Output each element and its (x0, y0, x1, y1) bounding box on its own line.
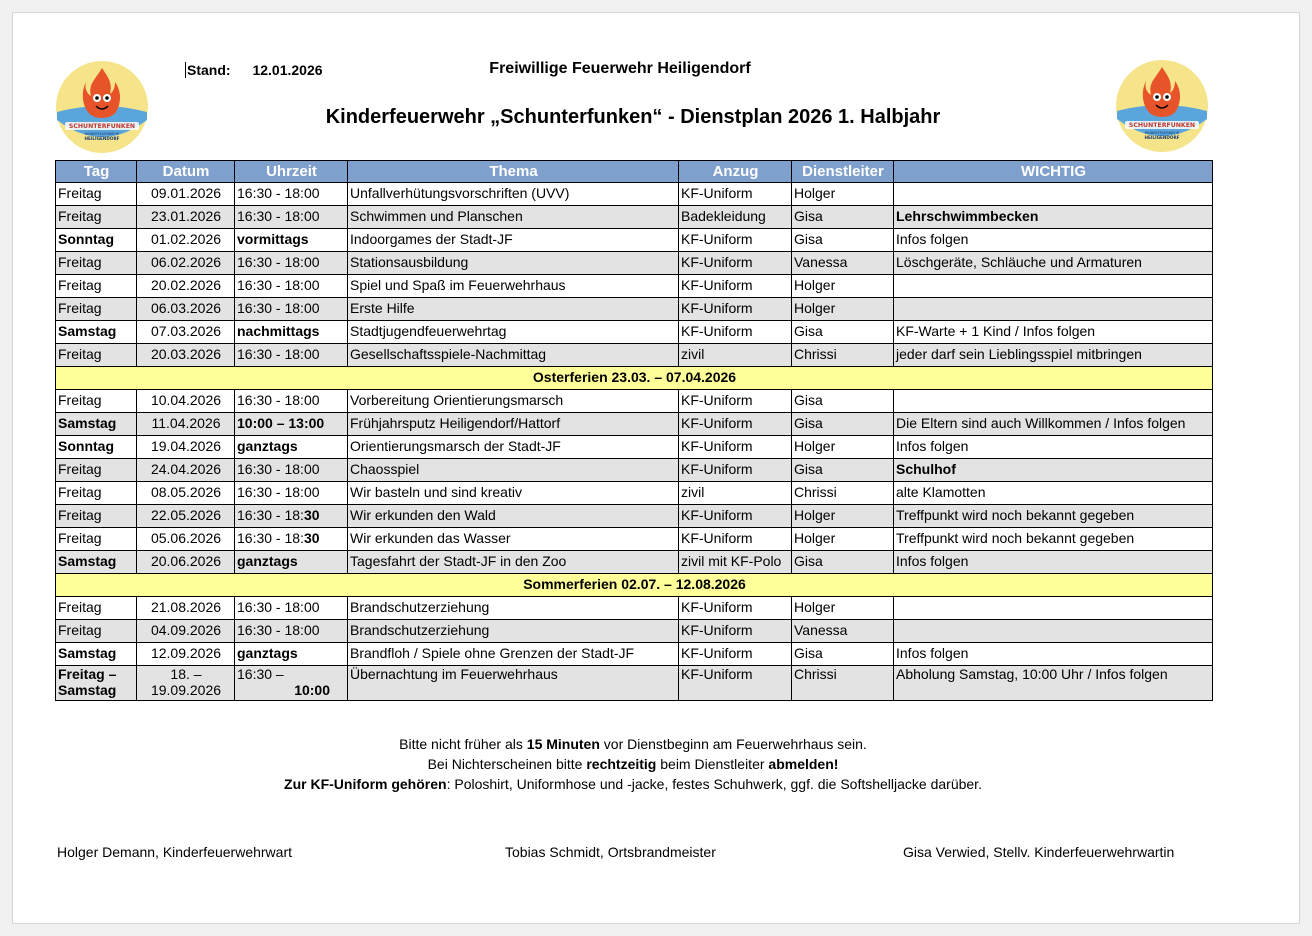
cell-uhrzeit: 16:30 - 18:00 (235, 459, 348, 482)
note-text-bold: 15 Minuten (526, 736, 600, 752)
cell-thema: Brandschutzerziehung (348, 620, 679, 643)
cell-thema: Erste Hilfe (348, 298, 679, 321)
cell-tag: Freitag (56, 298, 137, 321)
table-row (56, 643, 1213, 666)
table-row (56, 252, 1213, 275)
cell-wichtig: Löschgeräte, Schläuche und Armaturen (894, 252, 1213, 275)
cell-thema: Schwimmen und Planschen (348, 206, 679, 229)
note-text: Bitte nicht früher als (399, 736, 527, 752)
document-page (12, 12, 1300, 924)
cell-anzug: KF-Uniform (679, 275, 792, 298)
cell-tag: Freitag (56, 597, 137, 620)
cell-leiter: Holger (792, 183, 894, 206)
cell-wichtig (894, 597, 1213, 620)
cell-uhrzeit: 16:30 - 18:00 (235, 298, 348, 321)
uhrzeit-part-bold: 30 (303, 530, 320, 546)
note-text-bold: Zur KF-Uniform gehören (284, 776, 447, 792)
cell-thema: Gesellschaftsspiele-Nachmittag (348, 344, 679, 367)
cell-wichtig: Treffpunkt wird noch bekannt gegeben (894, 528, 1213, 551)
cell-tag: Sonntag (56, 229, 137, 252)
organization-title: Freiwillige Feuerwehr Heiligendorf (489, 60, 751, 77)
table-row (56, 482, 1213, 505)
cell-datum: 05.06.2026 (137, 528, 235, 551)
table-row (56, 666, 1213, 701)
note-text: vor Dienstbeginn am Feuerwehrhaus sein. (599, 736, 867, 752)
note-line (13, 774, 1253, 794)
uhrzeit-part: 16:30 - 18: (237, 507, 304, 523)
cell-thema: Brandschutzerziehung (348, 597, 679, 620)
table-row (56, 206, 1213, 229)
cell-leiter: Vanessa (792, 252, 894, 275)
cell-thema: Vorbereitung Orientierungsmarsch (348, 390, 679, 413)
cell-anzug: zivil (679, 482, 792, 505)
cell-tag: Samstag (56, 413, 137, 436)
cell-uhrzeit: 16:30 - 18:00 (235, 206, 348, 229)
cell-thema: Übernachtung im Feuerwehrhaus (348, 666, 679, 701)
cell-wichtig: Infos folgen (894, 643, 1213, 666)
cell-leiter: Gisa (792, 229, 894, 252)
cell-leiter: Gisa (792, 551, 894, 574)
cell-wichtig (894, 298, 1213, 321)
cell-wichtig: jeder darf sein Lieblingsspiel mitbringen (894, 344, 1213, 367)
cell-tag: Freitag (56, 275, 137, 298)
cell-anzug: KF-Uniform (679, 183, 792, 206)
cell-leiter: Gisa (792, 206, 894, 229)
cell-anzug: KF-Uniform (679, 643, 792, 666)
uhrzeit-line-bold: 10:00 (294, 682, 330, 698)
cell-tag: Samstag (56, 551, 137, 574)
cell-datum: 11.04.2026 (137, 413, 235, 436)
cell-thema: Spiel und Spaß im Feuerwehrhaus (348, 275, 679, 298)
column-header: WICHTIG (894, 161, 1213, 183)
datum-line: 18. – (170, 666, 202, 682)
cell-uhrzeit: vormittags (235, 229, 348, 252)
uhrzeit-part: 16:30 - 18: (237, 530, 304, 546)
holiday-row (56, 574, 1213, 597)
cell-tag: Samstag (56, 643, 137, 666)
cell-wichtig: Die Eltern sind auch Willkommen / Infos folgen (894, 413, 1213, 436)
cell-uhrzeit (235, 666, 348, 701)
cell-tag: Freitag (56, 620, 137, 643)
cell-tag: Sonntag (56, 436, 137, 459)
svg-text:KINDERFEUERWEHR: KINDERFEUERWEHR (1144, 131, 1180, 135)
cell-datum: 06.03.2026 (137, 298, 235, 321)
cell-tag: Freitag (56, 459, 137, 482)
cell-anzug: KF-Uniform (679, 459, 792, 482)
cell-uhrzeit: nachmittags (235, 321, 348, 344)
cell-wichtig: alte Klamotten (894, 482, 1213, 505)
cell-tag: Freitag (56, 528, 137, 551)
cell-datum: 21.08.2026 (137, 597, 235, 620)
cell-anzug: KF-Uniform (679, 597, 792, 620)
stand-date: 12.01.2026 (252, 62, 323, 78)
table-row (56, 620, 1213, 643)
cell-wichtig (894, 390, 1213, 413)
cell-datum (137, 666, 235, 701)
cell-anzug: KF-Uniform (679, 666, 792, 701)
table-row (56, 459, 1213, 482)
note-text: beim Dienstleiter (656, 756, 769, 772)
cell-wichtig: Infos folgen (894, 436, 1213, 459)
cell-datum: 24.04.2026 (137, 459, 235, 482)
cell-uhrzeit: 16:30 - 18:00 (235, 183, 348, 206)
stand-line (185, 62, 323, 78)
cell-datum: 09.01.2026 (137, 183, 235, 206)
column-header: Tag (56, 161, 137, 183)
cell-anzug: KF-Uniform (679, 528, 792, 551)
holiday-label: Sommerferien 02.07. – 12.08.2026 (56, 574, 1213, 597)
schunterfunken-logo-icon (55, 60, 149, 154)
cell-datum: 12.09.2026 (137, 643, 235, 666)
cell-anzug: KF-Uniform (679, 229, 792, 252)
cell-datum: 06.02.2026 (137, 252, 235, 275)
column-header: Dienstleiter (792, 161, 894, 183)
stand-label: Stand: (187, 62, 231, 78)
logo-right (1115, 59, 1209, 153)
cell-leiter: Holger (792, 298, 894, 321)
cell-uhrzeit: 16:30 - 18:00 (235, 275, 348, 298)
cell-anzug: KF-Uniform (679, 390, 792, 413)
cell-thema: Chaosspiel (348, 459, 679, 482)
cell-anzug: KF-Uniform (679, 298, 792, 321)
cell-leiter: Holger (792, 528, 894, 551)
datum-line: 19.09.2026 (150, 682, 222, 698)
cell-datum: 20.06.2026 (137, 551, 235, 574)
cell-wichtig: Schulhof (894, 459, 1213, 482)
cell-anzug: KF-Uniform (679, 413, 792, 436)
cell-tag: Freitag (56, 390, 137, 413)
column-header: Uhrzeit (235, 161, 348, 183)
svg-text:SCHUNTERFUNKEN: SCHUNTERFUNKEN (1128, 122, 1196, 129)
tag-line: Freitag – (58, 666, 117, 682)
holiday-label: Osterferien 23.03. – 07.04.2026 (56, 367, 1213, 390)
cell-datum: 10.04.2026 (137, 390, 235, 413)
table-row (56, 505, 1213, 528)
svg-text:SCHUNTERFUNKEN: SCHUNTERFUNKEN (68, 123, 136, 130)
table-row (56, 528, 1213, 551)
cell-leiter: Holger (792, 505, 894, 528)
cell-uhrzeit (235, 505, 348, 528)
cell-thema: Tagesfahrt der Stadt-JF in den Zoo (348, 551, 679, 574)
cell-anzug: zivil (679, 344, 792, 367)
cell-uhrzeit: ganztags (235, 551, 348, 574)
cell-uhrzeit: 10:00 – 13:00 (235, 413, 348, 436)
table-row (56, 275, 1213, 298)
cell-leiter: Chrissi (792, 344, 894, 367)
cell-anzug: KF-Uniform (679, 620, 792, 643)
cell-leiter: Gisa (792, 643, 894, 666)
cell-datum: 19.04.2026 (137, 436, 235, 459)
signature-center: Tobias Schmidt, Ortsbrandmeister (505, 844, 716, 860)
cell-wichtig (894, 183, 1213, 206)
uhrzeit-part-bold: 30 (303, 507, 320, 523)
duty-schedule-table (55, 160, 1213, 701)
table-row (56, 321, 1213, 344)
cell-thema: Stationsausbildung (348, 252, 679, 275)
table-row (56, 597, 1213, 620)
cell-thema: Indoorgames der Stadt-JF (348, 229, 679, 252)
cell-leiter: Chrissi (792, 666, 894, 701)
cell-uhrzeit (235, 528, 348, 551)
schunterfunken-logo-icon (1115, 59, 1209, 153)
cell-anzug: KF-Uniform (679, 321, 792, 344)
cell-datum: 20.03.2026 (137, 344, 235, 367)
notes-block (13, 734, 1253, 794)
cell-leiter: Vanessa (792, 620, 894, 643)
cell-uhrzeit: ganztags (235, 436, 348, 459)
cell-tag (56, 666, 137, 701)
cell-datum: 01.02.2026 (137, 229, 235, 252)
cell-tag: Freitag (56, 206, 137, 229)
cell-leiter: Chrissi (792, 482, 894, 505)
cell-tag: Freitag (56, 344, 137, 367)
cell-uhrzeit: 16:30 - 18:00 (235, 620, 348, 643)
cell-wichtig: Infos folgen (894, 229, 1213, 252)
tag-line: Samstag (58, 682, 117, 698)
cell-thema: Wir erkunden den Wald (348, 505, 679, 528)
cell-thema: Frühjahrsputz Heiligendorf/Hattorf (348, 413, 679, 436)
table-row (56, 183, 1213, 206)
cell-uhrzeit: 16:30 - 18:00 (235, 597, 348, 620)
column-header: Datum (137, 161, 235, 183)
logo-left (55, 60, 149, 154)
cell-tag: Freitag (56, 505, 137, 528)
cell-tag: Freitag (56, 183, 137, 206)
cell-uhrzeit: 16:30 - 18:00 (235, 344, 348, 367)
table-row (56, 551, 1213, 574)
cell-leiter: Holger (792, 436, 894, 459)
cell-wichtig: Treffpunkt wird noch bekannt gegeben (894, 505, 1213, 528)
cell-datum: 07.03.2026 (137, 321, 235, 344)
cell-uhrzeit: 16:30 - 18:00 (235, 482, 348, 505)
cell-thema: Wir basteln und sind kreativ (348, 482, 679, 505)
cell-datum: 08.05.2026 (137, 482, 235, 505)
cell-datum: 22.05.2026 (137, 505, 235, 528)
table-row (56, 413, 1213, 436)
note-line (13, 734, 1253, 754)
svg-text:KINDERFEUERWEHR: KINDERFEUERWEHR (84, 132, 120, 136)
table-row (56, 229, 1213, 252)
cell-thema: Stadtjugendfeuerwehrtag (348, 321, 679, 344)
table-row (56, 298, 1213, 321)
note-text: Bei Nichterscheinen bitte (427, 756, 587, 772)
svg-text:HEILIGENDORF: HEILIGENDORF (1144, 135, 1180, 140)
table-header-row (56, 161, 1213, 183)
note-text-bold: rechtzeitig (586, 756, 657, 772)
cell-datum: 20.02.2026 (137, 275, 235, 298)
cell-leiter: Holger (792, 597, 894, 620)
holiday-row (56, 367, 1213, 390)
cell-leiter: Gisa (792, 390, 894, 413)
cell-anzug: zivil mit KF-Polo (679, 551, 792, 574)
cell-wichtig (894, 275, 1213, 298)
cell-leiter: Gisa (792, 413, 894, 436)
note-text: : Poloshirt, Uniformhose und -jacke, festes Schuhwerk, ggf. die Softshelljacke darüber. (446, 776, 982, 792)
cell-uhrzeit: ganztags (235, 643, 348, 666)
cell-wichtig: Infos folgen (894, 551, 1213, 574)
cell-thema: Orientierungsmarsch der Stadt-JF (348, 436, 679, 459)
cell-thema: Brandfloh / Spiele ohne Grenzen der Stadt-JF (348, 643, 679, 666)
cell-thema: Unfallverhütungsvorschriften (UVV) (348, 183, 679, 206)
column-header: Anzug (679, 161, 792, 183)
cell-tag: Samstag (56, 321, 137, 344)
table-row (56, 344, 1213, 367)
cell-wichtig: KF-Warte + 1 Kind / Infos folgen (894, 321, 1213, 344)
cell-wichtig: Abholung Samstag, 10:00 Uhr / Infos folgen (894, 666, 1213, 701)
cell-leiter: Gisa (792, 459, 894, 482)
cell-uhrzeit: 16:30 - 18:00 (235, 390, 348, 413)
cell-thema: Wir erkunden das Wasser (348, 528, 679, 551)
cell-datum: 04.09.2026 (137, 620, 235, 643)
column-header: Thema (348, 161, 679, 183)
cell-leiter: Holger (792, 275, 894, 298)
cell-tag: Freitag (56, 252, 137, 275)
signature-right: Gisa Verwied, Stellv. Kinderfeuerwehrwartin (903, 844, 1175, 860)
cell-anzug: KF-Uniform (679, 436, 792, 459)
uhrzeit-line: 16:30 – (237, 666, 284, 682)
cell-anzug: KF-Uniform (679, 252, 792, 275)
cell-anzug: Badekleidung (679, 206, 792, 229)
cell-datum: 23.01.2026 (137, 206, 235, 229)
cell-wichtig (894, 620, 1213, 643)
cell-leiter: Gisa (792, 321, 894, 344)
cell-wichtig: Lehrschwimmbecken (894, 206, 1213, 229)
note-text-bold: abmelden! (768, 756, 839, 772)
svg-text:HEILIGENDORF: HEILIGENDORF (84, 136, 120, 141)
cell-tag: Freitag (56, 482, 137, 505)
signature-left: Holger Demann, Kinderfeuerwehrwart (57, 844, 292, 860)
cell-uhrzeit: 16:30 - 18:00 (235, 252, 348, 275)
cell-anzug: KF-Uniform (679, 505, 792, 528)
table-row (56, 390, 1213, 413)
note-line (13, 754, 1253, 774)
table-row (56, 436, 1213, 459)
plan-title: Kinderfeuerwehr „Schunterfunken“ - Dienstplan 2026 1. Halbjahr (325, 106, 941, 128)
